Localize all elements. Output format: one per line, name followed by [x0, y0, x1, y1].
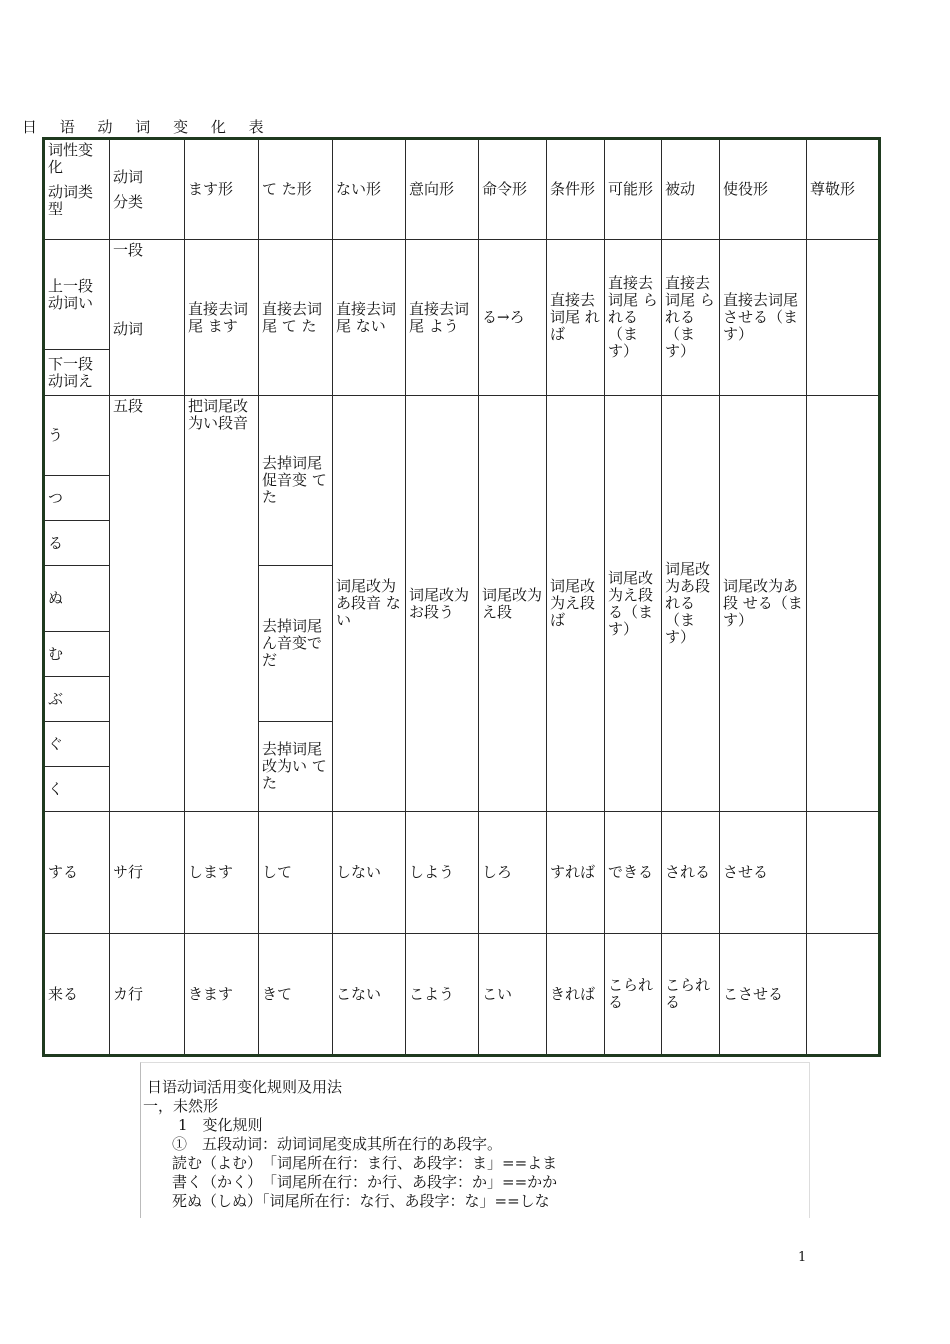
suru-shieki: させる — [720, 812, 807, 934]
godan-te-3: 去掉词尾改为い て た — [259, 722, 333, 812]
ichidan-class-cell — [110, 240, 185, 396]
table-row-kuru — [44, 934, 880, 1056]
header-jouken: 条件形 — [547, 139, 605, 240]
header-class-cell — [110, 139, 185, 240]
godan-ending-ru: る — [44, 521, 110, 566]
notes-section: 一，未然形 — [143, 1097, 219, 1115]
godan-ending-mu: む — [44, 632, 110, 677]
godan-sonkei — [807, 396, 880, 812]
ichidan-class-top: 一段 — [113, 241, 144, 259]
kuru-kanou: こられる — [605, 934, 662, 1056]
kuru-te: きて — [259, 934, 333, 1056]
ichidan-shimo-label: 下一段动词え — [44, 350, 110, 396]
godan-te-1: 去掉词尾促音变 て た — [259, 396, 333, 566]
godan-te-2: 去掉词尾ん音变で だ — [259, 566, 333, 722]
ichidan-meirei: る→ろ — [479, 240, 547, 396]
header-kanou: 可能形 — [605, 139, 662, 240]
notes-rule: ① 五段动词：动词词尾变成其所在行的あ段字。 — [172, 1135, 503, 1153]
ichidan-nai: 直接去词尾 ない — [333, 240, 406, 396]
kuru-sonkei — [807, 934, 880, 1056]
notes-example-3: 死ぬ（しぬ）「词尾所在行：な行、あ段字：な」==しな — [172, 1192, 550, 1210]
godan-meirei: 词尾改为え段 — [479, 396, 547, 812]
header-meirei: 命令形 — [479, 139, 547, 240]
ichidan-ukemi: 直接去词尾 られる（ます） — [662, 240, 720, 396]
header-type-bottom: 动词类型 — [48, 183, 94, 218]
notes-subsection: 1 变化规则 — [178, 1116, 263, 1134]
header-class-top: 动词 — [113, 167, 144, 186]
header-te: て た形 — [259, 139, 333, 240]
table-header-row — [44, 139, 880, 240]
godan-ending-nu: ぬ — [44, 566, 110, 632]
kuru-verb: 来る — [44, 934, 110, 1056]
godan-kanou: 词尾改为え段る（ます） — [605, 396, 662, 812]
header-ikou: 意向形 — [406, 139, 479, 240]
suru-ikou: しよう — [406, 812, 479, 934]
godan-ending-ku: く — [44, 767, 110, 812]
godan-ending-tsu: つ — [44, 476, 110, 521]
table-row-ichidan-kami — [44, 240, 880, 350]
godan-ending-u: う — [44, 396, 110, 476]
suru-verb: する — [44, 812, 110, 934]
ichidan-te: 直接去词尾 て た — [259, 240, 333, 396]
godan-masu: 把词尾改为い段音 — [185, 396, 259, 812]
suru-te: して — [259, 812, 333, 934]
page-number: 1 — [798, 1250, 807, 1265]
header-ukemi: 被动 — [662, 139, 720, 240]
header-nai: ない形 — [333, 139, 406, 240]
ichidan-kami-label: 上一段动词い — [44, 240, 110, 350]
ichidan-ikou: 直接去词尾 よう — [406, 240, 479, 396]
notes-example-1: 読む（よむ） 「词尾所在行：ま行、あ段字：ま」==よま — [172, 1154, 558, 1172]
kuru-nai: こない — [333, 934, 406, 1056]
suru-class: サ行 — [110, 812, 185, 934]
table-row-godan-u — [44, 396, 880, 476]
header-type-cell — [44, 139, 110, 240]
suru-kanou: できる — [605, 812, 662, 934]
godan-jouken: 词尾改为え段ば — [547, 396, 605, 812]
godan-shieki: 词尾改为あ段 せる（ます） — [720, 396, 807, 812]
kuru-jouken: きれば — [547, 934, 605, 1056]
godan-ukemi: 词尾改为あ段れる（ます） — [662, 396, 720, 812]
godan-ikou: 词尾改为お段う — [406, 396, 479, 812]
kuru-ukemi: こられる — [662, 934, 720, 1056]
godan-ending-gu: ぐ — [44, 722, 110, 767]
suru-sonkei — [807, 812, 880, 934]
suru-masu: します — [185, 812, 259, 934]
ichidan-class-bottom: 动词 — [113, 320, 144, 338]
kuru-masu: きます — [185, 934, 259, 1056]
header-class-bottom: 分类 — [113, 192, 144, 211]
kuru-meirei: こい — [479, 934, 547, 1056]
page-title: 日 语 动 词 变 化 表 — [22, 118, 273, 136]
suru-ukemi: される — [662, 812, 720, 934]
ichidan-jouken: 直接去词尾 れば — [547, 240, 605, 396]
header-shieki: 使役形 — [720, 139, 807, 240]
table-row-suru — [44, 812, 880, 934]
godan-ending-bu: ぶ — [44, 677, 110, 722]
ichidan-sonkei — [807, 240, 880, 396]
godan-nai: 词尾改为あ段音 ない — [333, 396, 406, 812]
kuru-class: カ行 — [110, 934, 185, 1056]
notes-heading: 日语动词活用变化规则及用法 — [147, 1078, 343, 1096]
suru-nai: しない — [333, 812, 406, 934]
ichidan-kanou: 直接去词尾 られる（ます） — [605, 240, 662, 396]
godan-class: 五段 — [110, 396, 185, 812]
header-masu: ます形 — [185, 139, 259, 240]
ichidan-shieki: 直接去词尾 させる（ます） — [720, 240, 807, 396]
suru-jouken: すれば — [547, 812, 605, 934]
kuru-shieki: こさせる — [720, 934, 807, 1056]
header-sonkei: 尊敬形 — [807, 139, 880, 240]
notes-example-2: 書く（かく） 「词尾所在行：か行、あ段字：か」==かか — [172, 1173, 558, 1191]
ichidan-masu: 直接去词尾 ます — [185, 240, 259, 396]
suru-meirei: しろ — [479, 812, 547, 934]
header-type-top: 词性变化 — [48, 141, 94, 176]
kuru-ikou: こよう — [406, 934, 479, 1056]
verb-conjugation-table — [42, 137, 881, 1057]
